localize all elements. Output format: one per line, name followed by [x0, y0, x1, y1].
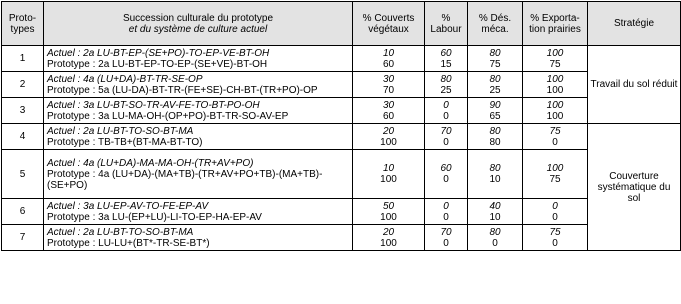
exportation-proto: 0 — [552, 136, 558, 148]
table-row — [2, 98, 681, 124]
strategy-cell: Travail du sol réduit — [588, 46, 681, 124]
exportation-proto: 100 — [546, 110, 564, 122]
actuel-text: Actuel : 3a LU-BT-SO-TR-AV-FE-TO-BT-PO-OH — [47, 99, 260, 111]
couverts-proto: 100 — [380, 174, 397, 185]
header-succession — [44, 2, 353, 46]
des-meca-actuel: 40 — [489, 200, 501, 212]
couverts-actuel: 10 — [382, 163, 395, 174]
labour-actuel: 70 — [440, 125, 452, 137]
labour-cell — [425, 124, 468, 150]
couverts-actuel: 30 — [382, 99, 395, 111]
labour-proto: 0 — [443, 136, 449, 148]
actuel-text: Actuel : 2a LU-BT-TO-SO-BT-MA — [47, 226, 194, 238]
couverts-proto: 100 — [380, 211, 397, 223]
des-meca-cell — [468, 124, 523, 150]
des-meca-cell — [468, 72, 523, 98]
des-meca-cell — [468, 98, 523, 124]
labour-proto: 0 — [443, 110, 449, 122]
succession-cell — [44, 199, 353, 225]
exportation-actuel: 100 — [546, 47, 564, 59]
couverts-cell — [353, 150, 425, 199]
labour-proto: 0 — [443, 174, 449, 185]
row-number: 1 — [2, 46, 44, 72]
succession-cell — [44, 150, 353, 199]
actuel-text: Actuel : 4a (LU+DA)-BT-TR-SE-OP — [47, 73, 203, 85]
row-number: 7 — [2, 225, 44, 251]
labour-actuel: 60 — [440, 47, 452, 59]
couverts-cell — [353, 72, 425, 98]
prototype-text: Prototype : 2a LU-BT-EP-TO-EP-(SE+VE)-BT-OH — [47, 58, 268, 70]
labour-actuel: 70 — [440, 226, 452, 238]
couverts-cell — [353, 225, 425, 251]
row-number: 5 — [2, 150, 44, 199]
header-labour: % Labour — [425, 2, 468, 46]
des-meca-cell — [468, 199, 523, 225]
couverts-cell — [353, 46, 425, 72]
strategy-cell: Couverture systématique du sol — [588, 124, 681, 251]
couverts-proto: 60 — [382, 58, 395, 70]
labour-cell — [425, 225, 468, 251]
row-number: 4 — [2, 124, 44, 150]
des-meca-proto: 10 — [489, 211, 501, 223]
des-meca-actuel: 80 — [489, 73, 501, 85]
header-succession-line2: et du système de culture actuel — [128, 23, 268, 35]
table-row — [2, 150, 681, 199]
labour-cell — [425, 98, 468, 124]
des-meca-cell — [468, 46, 523, 72]
couverts-cell — [353, 124, 425, 150]
prototype-text: Prototype : 3a LU-(EP+LU)-LI-TO-EP-HA-EP-AV — [47, 211, 262, 223]
des-meca-proto: 25 — [489, 84, 501, 96]
exportation-proto: 100 — [546, 84, 564, 96]
prototype-text: Prototype : 3a LU-MA-OH-(OP+PO)-BT-TR-SO-AV-EP — [47, 110, 289, 122]
couverts-proto: 100 — [380, 136, 397, 148]
succession-cell — [44, 225, 353, 251]
labour-proto: 0 — [443, 211, 449, 223]
exportation-actuel: 0 — [552, 200, 558, 212]
couverts-proto: 100 — [380, 237, 397, 249]
exportation-cell — [523, 72, 588, 98]
labour-proto: 0 — [443, 237, 449, 249]
actuel-text: Actuel : 2a LU-BT-TO-SO-BT-MA — [47, 125, 194, 137]
des-meca-proto: 65 — [489, 110, 501, 122]
couverts-actuel: 50 — [382, 200, 395, 212]
header-prototypes: Proto- types — [2, 2, 44, 46]
row-number: 6 — [2, 199, 44, 225]
exportation-cell — [523, 199, 588, 225]
des-meca-proto: 80 — [489, 136, 501, 148]
couverts-actuel: 20 — [382, 226, 395, 238]
header-strategie: Stratégie — [588, 2, 681, 46]
prototype-text: Prototype : 5a (LU-DA)-BT-TR-(FE+SE)-CH-BT-(TR+PO)-OP — [47, 84, 318, 96]
des-meca-actuel: 80 — [489, 163, 501, 174]
couverts-actuel: 30 — [382, 73, 395, 85]
prototypes-table — [1, 1, 681, 251]
table-row — [2, 124, 681, 150]
actuel-text: Actuel : 4a (LU+DA)-MA-MA-OH-(TR+AV+PO) — [47, 157, 254, 169]
labour-actuel: 80 — [440, 73, 452, 85]
prototype-text: Prototype : LU-LU+(BT*-TR-SE-BT*) — [47, 237, 210, 249]
table-row — [2, 225, 681, 251]
labour-actuel: 0 — [443, 99, 449, 111]
actuel-text: Actuel : 2a LU-BT-EP-(SE+PO)-TO-EP-VE-BT-OH — [47, 47, 270, 59]
table-row — [2, 46, 681, 72]
prototype-text: Prototype : 4a (LU+DA)-(MA+TB)-(TR+AV+PO+TB)-(MA+TB)-(SE+PO) — [47, 168, 323, 191]
exportation-actuel: 100 — [546, 163, 564, 174]
header-couverts: % Couverts végétaux — [353, 2, 425, 46]
couverts-proto: 70 — [382, 84, 395, 96]
labour-proto: 25 — [440, 84, 452, 96]
header-row — [2, 2, 681, 46]
exportation-actuel: 75 — [549, 226, 561, 238]
header-exportation: % Exporta- tion prairies — [523, 2, 588, 46]
labour-cell — [425, 46, 468, 72]
couverts-actuel: 20 — [382, 125, 395, 137]
couverts-cell — [353, 199, 425, 225]
exportation-cell — [523, 46, 588, 72]
couverts-cell — [353, 98, 425, 124]
exportation-proto: 75 — [549, 58, 561, 70]
des-meca-proto: 10 — [489, 174, 501, 185]
labour-proto: 15 — [440, 58, 452, 70]
row-number: 3 — [2, 98, 44, 124]
labour-cell — [425, 150, 468, 199]
labour-actuel: 0 — [443, 200, 449, 212]
prototype-text: Prototype : TB-TB+(BT-MA-BT-TO) — [47, 136, 203, 148]
exportation-cell — [523, 124, 588, 150]
table-row — [2, 199, 681, 225]
des-meca-cell — [468, 150, 523, 199]
exportation-cell — [523, 150, 588, 199]
couverts-actuel: 10 — [382, 47, 395, 59]
des-meca-actuel: 80 — [489, 47, 501, 59]
des-meca-actuel: 80 — [489, 226, 501, 238]
exportation-actuel: 100 — [546, 73, 564, 85]
exportation-actuel: 75 — [549, 125, 561, 137]
header-succession-line1: Succession culturale du prototype — [122, 12, 274, 24]
succession-cell — [44, 46, 353, 72]
succession-cell — [44, 124, 353, 150]
table-row — [2, 72, 681, 98]
exportation-proto: 75 — [549, 174, 561, 185]
row-number: 2 — [2, 72, 44, 98]
des-meca-cell — [468, 225, 523, 251]
des-meca-proto: 0 — [492, 237, 498, 249]
labour-cell — [425, 199, 468, 225]
des-meca-actuel: 80 — [489, 125, 501, 137]
succession-cell — [44, 98, 353, 124]
exportation-proto: 0 — [552, 211, 558, 223]
actuel-text: Actuel : 3a LU-EP-AV-TO-FE-EP-AV — [47, 200, 209, 212]
exportation-actuel: 100 — [546, 99, 564, 111]
des-meca-actuel: 90 — [489, 99, 501, 111]
succession-cell — [44, 72, 353, 98]
des-meca-proto: 75 — [489, 58, 501, 70]
couverts-proto: 60 — [382, 110, 395, 122]
exportation-cell — [523, 98, 588, 124]
labour-actuel: 60 — [440, 163, 452, 174]
exportation-proto: 0 — [552, 237, 558, 249]
header-des-meca: % Dés. méca. — [468, 2, 523, 46]
labour-cell — [425, 72, 468, 98]
exportation-cell — [523, 225, 588, 251]
